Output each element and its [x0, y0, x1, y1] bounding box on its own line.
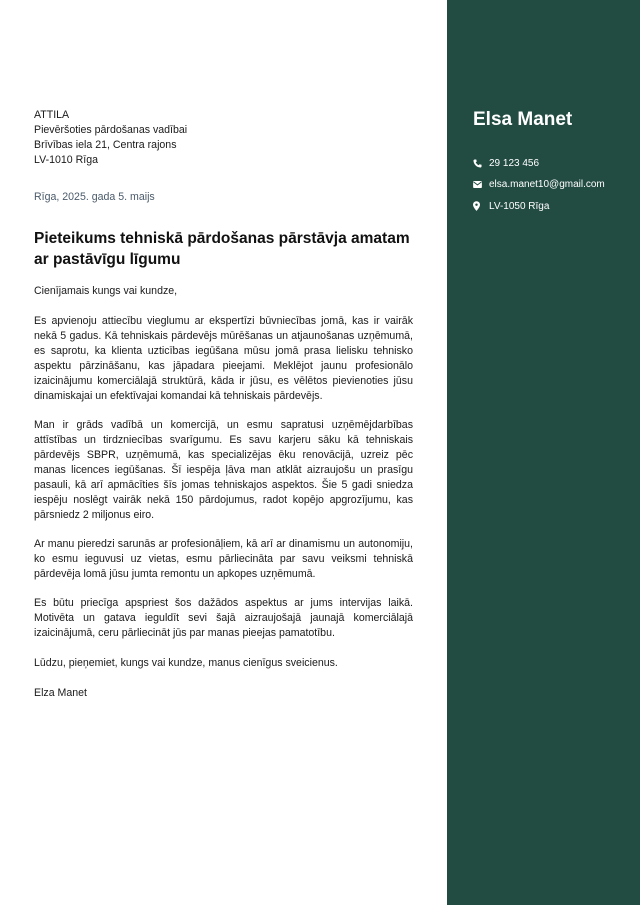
email-icon — [473, 181, 489, 188]
sidebar — [447, 0, 640, 905]
contact-location — [473, 199, 605, 213]
paragraph: Man ir grāds vadībā un komercijā, un esmu sapratusi uzņēmējdarbības attīstības un tirdzniecības svarīgumu. Es savu karjeru sāku kā tehniskais pārdevējs SBPR, uzņēmumā, kas specializējas ēku renovācijā, uzreiz pēc manas licences iegūšanas. Šī iespēja ļāva man atklāt aizraujošu un prasīgu pasauli, kā arī apmācīties šīs jomas tehniskajos aspektos. Šie 5 gadi sniedza iespēju noslēgt vairāk nekā 150 pārdojumus, radot kopējo apgrozījumu, kas pārsniedz 2 miljonus eiro. — [34, 419, 413, 521]
recipient-address — [34, 108, 413, 168]
recipient-city: LV-1010 Rīga — [34, 154, 99, 166]
location-pin-icon — [473, 201, 489, 211]
location-text: LV-1050 Rīga — [489, 200, 550, 212]
email-address: elsa.manet10@gmail.com — [489, 179, 605, 190]
recipient-line: Pievēršoties pārdošanas vadībai — [34, 124, 188, 136]
greeting: Cienījamais kungs vai kundze, — [34, 285, 178, 297]
closing: Lūdzu, pieņemiet, kungs vai kundze, manus cienīgus sveicienus. — [34, 657, 338, 669]
letter-date: Rīga, 2025. gada 5. maijs — [34, 191, 155, 203]
paragraph: Es būtu priecīga apspriest šos dažādos aspektus ar jums intervijas laikā. Motivēta un gatava ieguldīt sevi šajā aizraujošajā jaunajā komerciālajā izaicinājumā, ceru pārliecināt jūs par manas pieejas pamatotību. — [34, 597, 413, 639]
phone-number: 29 123 456 — [489, 157, 540, 169]
contact-phone — [473, 156, 605, 170]
recipient-street: Brīvības iela 21, Centra rajons — [34, 139, 177, 151]
sender-name: Elsa Manet — [473, 109, 573, 130]
contact-list — [473, 156, 605, 221]
phone-icon — [473, 159, 489, 168]
letter-subject: Pieteikums tehniskā pārdošanas pārstāvja amatam ar pastāvīgu līgumu — [34, 230, 410, 268]
recipient-name: ATTILA — [34, 109, 70, 121]
signature: Elza Manet — [34, 687, 87, 699]
paragraph: Ar manu pieredzi sarunās ar profesionāļiem, kā arī ar dinamismu un autonomiju, ko esmu ieguvusi uz vietas, esmu pārliecināta par savu veiksmi tehniskā pārdevēja lomā jūsu jumta remontu un apkopes uzņēmumā. — [34, 538, 413, 580]
letter-body — [34, 108, 413, 701]
contact-email — [473, 178, 605, 192]
paragraph: Es apvienoju attiecību vieglumu ar ekspertīzi būvniecības jomā, kas ir vairāk nekā 5 gadus. Kā tehniskais pārdevējs mūrēšanas un atjaunošanas uzņēmumā, es saprotu, ka klienta uzticības iegūšana mūsu jomā prasa lielisku tehnisko aspektu pārzināšanu, kas jāpadara pieejami. Meklējot jaunu profesionālo izaicinājumu komerciālajā struktūrā, kāda ir jūsu, es vēlētos pievienoties jūsu dinamiskajai un efektīvajai komandai kā tehniskais pārdevējs. — [34, 315, 413, 402]
